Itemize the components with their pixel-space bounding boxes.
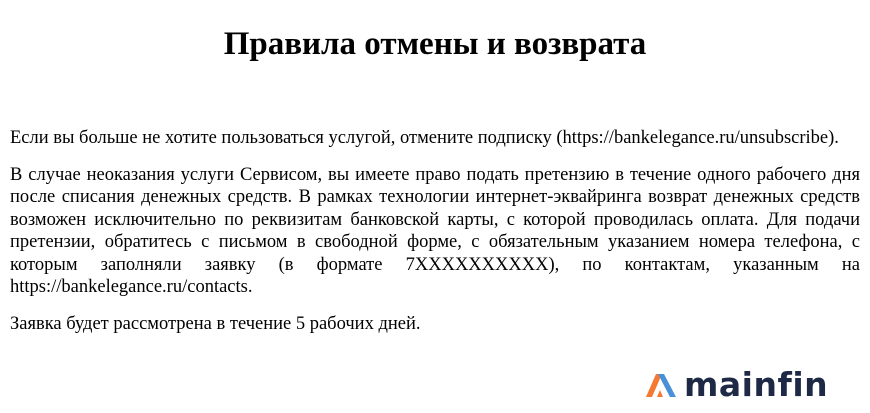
page-title: Правила отмены и возврата	[223, 26, 647, 62]
paragraph-review-time: Заявка будет рассмотрена в течение 5 рабочих дней.	[10, 313, 421, 334]
policy-text	[10, 127, 860, 349]
mainfin-logo-text: mainfin	[684, 365, 829, 404]
paragraph-refund-claim: В случае неоказания услуги Сервисом, вы имеете право подать претензию в течение одного рабочего дня после списания денежных средств. В рамках технологии интернет-эквайринга возврат денежных средств возможен исключительно по реквизитам банковской карты, с которой проводилась оплата. Для подачи претензии, обратитесь с письмом в свободной форме, с обязательным указанием номера телефона, с которым заполняли заявку (в формате 7XXXXXXXXXX), по контактам, указанным на https://bankelegance.ru/contacts.	[10, 164, 860, 297]
mainfin-logo	[644, 365, 829, 404]
mainfin-logo-icon	[644, 371, 680, 399]
paragraph-unsubscribe: Если вы больше не хотите пользоваться услугой, отмените подписку (https://bankelegance.ru/unsubscribe).	[10, 128, 839, 148]
